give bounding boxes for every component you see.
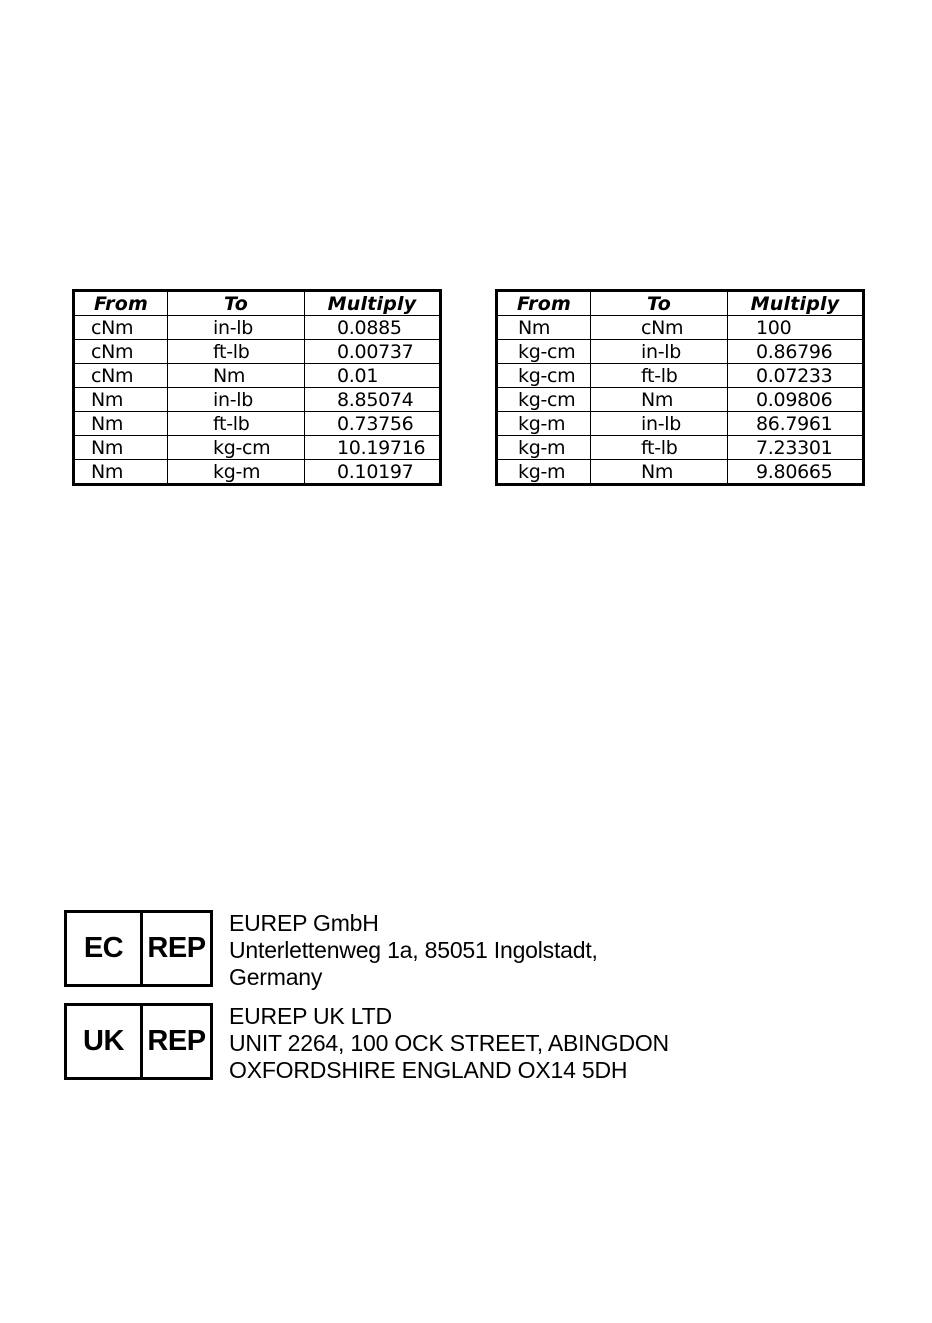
table-row <box>74 412 441 436</box>
cell-multiply: 10.19716 <box>305 436 441 460</box>
cell-to: Nm <box>591 460 728 485</box>
cell-from: kg-cm <box>497 364 591 388</box>
ec-rep-logo-rep: REP <box>147 932 206 964</box>
cell-to: kg-m <box>168 460 305 485</box>
cell-multiply: 9.80665 <box>728 460 864 485</box>
header-from: From <box>497 291 591 316</box>
uk-rep-logo-rep: REP <box>147 1025 206 1057</box>
cell-to: in-lb <box>591 412 728 436</box>
uk-rep-company-name: EUREP UK LTD <box>229 1003 392 1029</box>
header-multiply: Multiply <box>305 291 441 316</box>
table-row <box>74 316 441 340</box>
cell-to: cNm <box>591 316 728 340</box>
cell-from: Nm <box>74 460 168 485</box>
cell-multiply: 0.01 <box>305 364 441 388</box>
ec-rep-country: Germany <box>229 964 323 990</box>
conversion-table-left <box>72 289 442 486</box>
cell-to: Nm <box>591 388 728 412</box>
uk-rep-block <box>64 1003 669 1084</box>
cell-from: kg-m <box>497 412 591 436</box>
table-row <box>497 316 864 340</box>
cell-from: Nm <box>74 412 168 436</box>
header-to: To <box>591 291 728 316</box>
cell-to: in-lb <box>591 340 728 364</box>
ec-rep-street: Unterlettenweg 1a, 85051 Ingolstadt, <box>229 937 598 963</box>
cell-multiply: 0.86796 <box>728 340 864 364</box>
cell-to: ft-lb <box>168 412 305 436</box>
ec-rep-block <box>64 910 598 991</box>
uk-rep-region: OXFORDSHIRE ENGLAND OX14 5DH <box>229 1057 628 1083</box>
conversion-table-right <box>495 289 865 486</box>
cell-from: Nm <box>497 316 591 340</box>
cell-multiply: 100 <box>728 316 864 340</box>
cell-to: ft-lb <box>591 364 728 388</box>
uk-rep-address <box>229 1003 669 1084</box>
table-row <box>74 436 441 460</box>
cell-from: kg-cm <box>497 340 591 364</box>
header-multiply: Multiply <box>728 291 864 316</box>
table-row <box>497 388 864 412</box>
cell-from: cNm <box>74 316 168 340</box>
cell-multiply: 86.7961 <box>728 412 864 436</box>
cell-from: kg-cm <box>497 388 591 412</box>
table-row <box>74 388 441 412</box>
cell-multiply: 0.10197 <box>305 460 441 485</box>
table-row <box>497 340 864 364</box>
cell-multiply: 7.23301 <box>728 436 864 460</box>
table-row <box>497 460 864 485</box>
cell-multiply: 0.0885 <box>305 316 441 340</box>
ec-rep-logo-code: EC <box>67 913 143 984</box>
cell-multiply: 0.07233 <box>728 364 864 388</box>
ec-rep-address <box>229 910 598 991</box>
cell-multiply: 8.85074 <box>305 388 441 412</box>
cell-from: kg-m <box>497 436 591 460</box>
cell-from: Nm <box>74 388 168 412</box>
uk-rep-logo <box>64 1003 213 1080</box>
cell-to: ft-lb <box>591 436 728 460</box>
table-row <box>497 412 864 436</box>
cell-multiply: 0.09806 <box>728 388 864 412</box>
table-header-row <box>497 291 864 316</box>
table-row <box>74 364 441 388</box>
cell-multiply: 0.73756 <box>305 412 441 436</box>
cell-from: Nm <box>74 436 168 460</box>
table-row <box>497 436 864 460</box>
cell-to: ft-lb <box>168 340 305 364</box>
cell-multiply: 0.00737 <box>305 340 441 364</box>
header-from: From <box>74 291 168 316</box>
ec-rep-logo <box>64 910 213 987</box>
header-to: To <box>168 291 305 316</box>
table-row <box>497 364 864 388</box>
cell-to: in-lb <box>168 316 305 340</box>
cell-to: Nm <box>168 364 305 388</box>
ec-rep-company-name: EUREP GmbH <box>229 910 379 936</box>
cell-from: cNm <box>74 340 168 364</box>
table-header-row <box>74 291 441 316</box>
cell-from: cNm <box>74 364 168 388</box>
cell-to: kg-cm <box>168 436 305 460</box>
cell-from: kg-m <box>497 460 591 485</box>
cell-to: in-lb <box>168 388 305 412</box>
table-row <box>74 340 441 364</box>
uk-rep-street: UNIT 2264, 100 OCK STREET, ABINGDON <box>229 1030 669 1056</box>
table-row <box>74 460 441 485</box>
uk-rep-logo-code: UK <box>67 1006 143 1077</box>
